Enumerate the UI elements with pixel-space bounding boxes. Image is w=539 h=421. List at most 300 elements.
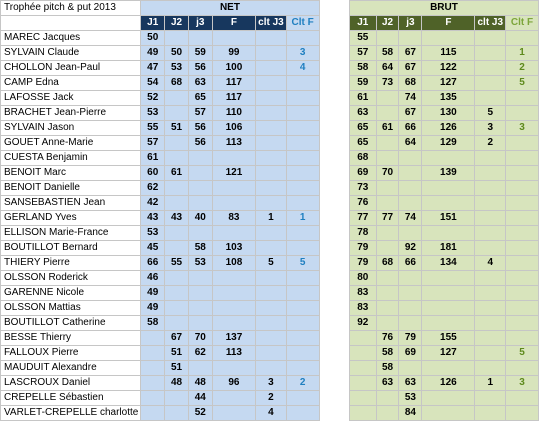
net-j3-cell <box>188 226 212 241</box>
net-j3-cell <box>188 271 212 286</box>
spacer-cell <box>319 301 349 316</box>
brut-clt-f-cell <box>506 256 539 271</box>
player-name: BENOIT Marc <box>1 166 141 181</box>
net-j3-cell: 59 <box>188 46 212 61</box>
spacer-cell <box>319 1 349 16</box>
table-row <box>1 406 539 421</box>
brut-f-cell <box>422 391 475 406</box>
net-clt-j3-cell: 2 <box>256 391 287 406</box>
net-col-f: F <box>212 16 255 31</box>
brut-clt-j3-cell: 2 <box>475 136 506 151</box>
spacer-cell <box>319 331 349 346</box>
brut-j1-cell: 83 <box>349 301 376 316</box>
net-col-j1: J1 <box>141 16 165 31</box>
brut-j1-cell: 69 <box>349 166 376 181</box>
player-name: BENOIT Danielle <box>1 181 141 196</box>
table-row <box>1 121 539 136</box>
table-row <box>1 31 539 46</box>
brut-j2-cell <box>376 286 399 301</box>
net-j3-cell: 56 <box>188 61 212 76</box>
net-clt-j3-cell <box>256 46 287 61</box>
net-j3-cell: 53 <box>188 256 212 271</box>
net-clt-j3-cell <box>256 166 287 181</box>
table-row <box>1 91 539 106</box>
brut-j2-cell <box>376 151 399 166</box>
net-clt-j3-cell <box>256 76 287 91</box>
net-f-cell <box>212 196 255 211</box>
net-clt-j3-cell <box>256 136 287 151</box>
net-j2-cell <box>165 181 189 196</box>
brut-clt-j3-cell <box>475 31 506 46</box>
player-name: GARENNE Nicole <box>1 286 141 301</box>
net-clt-j3-cell <box>256 271 287 286</box>
brut-f-cell <box>422 226 475 241</box>
net-j1-cell: 54 <box>141 76 165 91</box>
brut-j2-cell <box>376 391 399 406</box>
brut-clt-f-cell <box>506 226 539 241</box>
net-clt-f-cell: 1 <box>286 211 319 226</box>
net-clt-f-cell: 2 <box>286 376 319 391</box>
net-j3-cell: 40 <box>188 211 212 226</box>
brut-clt-j3-cell <box>475 391 506 406</box>
brut-f-cell <box>422 286 475 301</box>
net-clt-j3-cell <box>256 301 287 316</box>
brut-j3-cell: 69 <box>399 346 422 361</box>
net-f-cell: 137 <box>212 331 255 346</box>
net-clt-f-cell <box>286 121 319 136</box>
brut-j1-cell: 79 <box>349 256 376 271</box>
net-clt-j3-cell <box>256 196 287 211</box>
brut-j3-cell: 67 <box>399 46 422 61</box>
brut-j3-cell: 63 <box>399 376 422 391</box>
brut-j2-cell: 76 <box>376 331 399 346</box>
net-f-cell: 100 <box>212 61 255 76</box>
brut-j3-cell <box>399 301 422 316</box>
brut-clt-f-cell <box>506 31 539 46</box>
spacer-cell <box>319 241 349 256</box>
brut-clt-j3-cell <box>475 226 506 241</box>
player-name: OLSSON Roderick <box>1 271 141 286</box>
brut-f-cell: 151 <box>422 211 475 226</box>
brut-clt-j3-cell <box>475 241 506 256</box>
table-row <box>1 241 539 256</box>
net-clt-j3-cell: 4 <box>256 406 287 421</box>
net-col-clt-f: Clt F <box>286 16 319 31</box>
brut-clt-j3-cell <box>475 301 506 316</box>
net-clt-j3-cell <box>256 181 287 196</box>
net-j1-cell: 53 <box>141 106 165 121</box>
brut-f-cell: 127 <box>422 346 475 361</box>
brut-j1-cell: 65 <box>349 121 376 136</box>
brut-j1-cell <box>349 346 376 361</box>
player-name: SYLVAIN Claude <box>1 46 141 61</box>
table-row <box>1 106 539 121</box>
net-f-cell <box>212 361 255 376</box>
brut-j1-cell: 92 <box>349 316 376 331</box>
table-row <box>1 166 539 181</box>
brut-f-cell: 126 <box>422 121 475 136</box>
net-j3-cell: 58 <box>188 241 212 256</box>
net-j1-cell: 46 <box>141 271 165 286</box>
net-clt-j3-cell <box>256 241 287 256</box>
net-j1-cell: 49 <box>141 301 165 316</box>
net-j1-cell <box>141 391 165 406</box>
net-j3-cell <box>188 31 212 46</box>
net-f-cell: 99 <box>212 46 255 61</box>
net-clt-f-cell <box>286 346 319 361</box>
net-j2-cell <box>165 31 189 46</box>
brut-clt-j3-cell <box>475 46 506 61</box>
net-j2-cell <box>165 151 189 166</box>
brut-j3-cell: 67 <box>399 106 422 121</box>
player-name: BRACHET Jean-Pierre <box>1 106 141 121</box>
net-clt-f-cell <box>286 91 319 106</box>
brut-j2-cell <box>376 406 399 421</box>
net-j3-cell: 56 <box>188 121 212 136</box>
player-name: LAFOSSE Jack <box>1 91 141 106</box>
spacer-cell <box>319 181 349 196</box>
name-column-header <box>1 16 141 31</box>
net-clt-f-cell <box>286 406 319 421</box>
brut-j3-cell: 64 <box>399 136 422 151</box>
brut-clt-f-cell <box>506 196 539 211</box>
table-row <box>1 331 539 346</box>
brut-j3-cell <box>399 286 422 301</box>
brut-clt-j3-cell <box>475 166 506 181</box>
brut-clt-j3-cell <box>475 151 506 166</box>
brut-j2-cell: 64 <box>376 61 399 76</box>
net-f-cell <box>212 406 255 421</box>
net-j2-cell: 51 <box>165 361 189 376</box>
brut-j1-cell: 59 <box>349 76 376 91</box>
brut-j2-cell <box>376 301 399 316</box>
brut-j1-cell: 68 <box>349 151 376 166</box>
net-j3-cell <box>188 316 212 331</box>
brut-clt-j3-cell <box>475 316 506 331</box>
brut-j1-cell <box>349 376 376 391</box>
net-clt-f-cell <box>286 331 319 346</box>
brut-f-cell: 155 <box>422 331 475 346</box>
brut-j1-cell: 73 <box>349 181 376 196</box>
player-name: BESSE Thierry <box>1 331 141 346</box>
net-j3-cell: 56 <box>188 136 212 151</box>
brut-j3-cell <box>399 196 422 211</box>
brut-clt-f-cell: 5 <box>506 346 539 361</box>
net-j2-cell <box>165 406 189 421</box>
table-row <box>1 256 539 271</box>
player-name: SANSEBASTIEN Jean <box>1 196 141 211</box>
brut-clt-f-cell: 3 <box>506 121 539 136</box>
net-j2-cell: 50 <box>165 46 189 61</box>
spacer-cell <box>319 31 349 46</box>
player-name: OLSSON Mattias <box>1 301 141 316</box>
net-j3-cell <box>188 181 212 196</box>
spacer-cell <box>319 361 349 376</box>
spacer-cell <box>319 76 349 91</box>
net-j2-cell: 51 <box>165 121 189 136</box>
table-row <box>1 226 539 241</box>
spacer-cell <box>319 376 349 391</box>
brut-j1-cell: 63 <box>349 106 376 121</box>
brut-j2-cell <box>376 226 399 241</box>
net-clt-f-cell <box>286 106 319 121</box>
net-clt-f-cell <box>286 391 319 406</box>
net-col-j2: J2 <box>165 16 189 31</box>
spacer-cell <box>319 286 349 301</box>
brut-f-cell <box>422 301 475 316</box>
brut-j3-cell: 74 <box>399 91 422 106</box>
spacer-cell <box>319 61 349 76</box>
brut-j2-cell: 58 <box>376 46 399 61</box>
brut-j1-cell: 61 <box>349 91 376 106</box>
net-clt-f-cell <box>286 196 319 211</box>
brut-j1-cell: 83 <box>349 286 376 301</box>
spacer-cell <box>319 46 349 61</box>
brut-j3-cell <box>399 31 422 46</box>
column-header-row <box>1 16 539 31</box>
brut-col-clt-f: Clt F <box>506 16 539 31</box>
table-row <box>1 376 539 391</box>
brut-j3-cell: 67 <box>399 61 422 76</box>
net-clt-j3-cell <box>256 151 287 166</box>
net-j3-cell: 63 <box>188 76 212 91</box>
table-row <box>1 46 539 61</box>
brut-clt-j3-cell <box>475 361 506 376</box>
brut-clt-f-cell <box>506 361 539 376</box>
net-j2-cell <box>165 271 189 286</box>
net-f-cell <box>212 181 255 196</box>
net-clt-j3-cell <box>256 286 287 301</box>
brut-f-cell: 181 <box>422 241 475 256</box>
net-j2-cell <box>165 241 189 256</box>
brut-f-cell <box>422 31 475 46</box>
spacer-cell <box>319 271 349 286</box>
brut-f-cell: 135 <box>422 91 475 106</box>
brut-j2-cell: 68 <box>376 256 399 271</box>
net-j1-cell: 57 <box>141 136 165 151</box>
spacer-cell <box>319 211 349 226</box>
brut-f-cell: 127 <box>422 76 475 91</box>
net-clt-j3-cell <box>256 226 287 241</box>
net-clt-f-cell <box>286 31 319 46</box>
net-j3-cell: 52 <box>188 406 212 421</box>
player-name: GERLAND Yves <box>1 211 141 226</box>
brut-j2-cell: 77 <box>376 211 399 226</box>
net-j2-cell <box>165 316 189 331</box>
spacer-cell <box>319 226 349 241</box>
net-f-cell: 117 <box>212 91 255 106</box>
brut-clt-f-cell <box>506 166 539 181</box>
brut-j3-cell <box>399 166 422 181</box>
net-j1-cell <box>141 346 165 361</box>
net-f-cell <box>212 271 255 286</box>
net-j1-cell: 43 <box>141 211 165 226</box>
table-row <box>1 136 539 151</box>
brut-clt-j3-cell: 4 <box>475 256 506 271</box>
net-f-cell <box>212 301 255 316</box>
brut-j1-cell: 80 <box>349 271 376 286</box>
net-j1-cell <box>141 406 165 421</box>
net-j2-cell: 43 <box>165 211 189 226</box>
brut-j3-cell: 74 <box>399 211 422 226</box>
net-group-header: NET <box>141 1 319 16</box>
brut-f-cell <box>422 316 475 331</box>
net-f-cell: 106 <box>212 121 255 136</box>
brut-j1-cell: 77 <box>349 211 376 226</box>
table-row <box>1 316 539 331</box>
brut-col-f: F <box>422 16 475 31</box>
net-j3-cell <box>188 166 212 181</box>
brut-j2-cell: 63 <box>376 376 399 391</box>
net-j1-cell <box>141 376 165 391</box>
brut-clt-j3-cell <box>475 346 506 361</box>
net-j1-cell: 53 <box>141 226 165 241</box>
brut-j1-cell <box>349 331 376 346</box>
net-j1-cell <box>141 361 165 376</box>
brut-f-cell: 134 <box>422 256 475 271</box>
table-row <box>1 301 539 316</box>
spacer-cell <box>319 16 349 31</box>
brut-f-cell <box>422 151 475 166</box>
net-j2-cell <box>165 391 189 406</box>
brut-j3-cell: 53 <box>399 391 422 406</box>
net-clt-j3-cell <box>256 331 287 346</box>
brut-j3-cell <box>399 151 422 166</box>
net-clt-f-cell <box>286 316 319 331</box>
net-j3-cell: 57 <box>188 106 212 121</box>
player-name: FALLOUX Pierre <box>1 346 141 361</box>
player-name: MAREC Jacques <box>1 31 141 46</box>
net-f-cell: 83 <box>212 211 255 226</box>
brut-clt-j3-cell <box>475 406 506 421</box>
player-name: GOUET Anne-Marie <box>1 136 141 151</box>
net-j2-cell <box>165 106 189 121</box>
brut-clt-j3-cell <box>475 76 506 91</box>
table-row <box>1 286 539 301</box>
net-j1-cell: 62 <box>141 181 165 196</box>
net-clt-f-cell: 4 <box>286 61 319 76</box>
net-j2-cell: 53 <box>165 61 189 76</box>
net-j2-cell <box>165 136 189 151</box>
brut-j1-cell: 65 <box>349 136 376 151</box>
player-name: SYLVAIN Jason <box>1 121 141 136</box>
net-j3-cell: 70 <box>188 331 212 346</box>
spacer-cell <box>319 136 349 151</box>
brut-j3-cell <box>399 271 422 286</box>
net-f-cell <box>212 391 255 406</box>
net-clt-f-cell: 5 <box>286 256 319 271</box>
brut-clt-j3-cell <box>475 181 506 196</box>
brut-j2-cell <box>376 91 399 106</box>
net-clt-f-cell <box>286 241 319 256</box>
player-name: LASCROUX Daniel <box>1 376 141 391</box>
net-j1-cell: 45 <box>141 241 165 256</box>
net-j1-cell: 66 <box>141 256 165 271</box>
net-clt-f-cell: 3 <box>286 46 319 61</box>
spacer-cell <box>319 91 349 106</box>
brut-f-cell: 126 <box>422 376 475 391</box>
brut-f-cell <box>422 361 475 376</box>
table-row <box>1 346 539 361</box>
brut-f-cell <box>422 271 475 286</box>
net-clt-f-cell <box>286 271 319 286</box>
brut-col-j1: J1 <box>349 16 376 31</box>
brut-j2-cell <box>376 181 399 196</box>
brut-j1-cell: 57 <box>349 46 376 61</box>
brut-clt-f-cell <box>506 271 539 286</box>
net-j1-cell: 58 <box>141 316 165 331</box>
net-clt-f-cell <box>286 226 319 241</box>
brut-clt-f-cell <box>506 301 539 316</box>
net-j1-cell: 49 <box>141 286 165 301</box>
net-f-cell <box>212 226 255 241</box>
net-clt-f-cell <box>286 166 319 181</box>
brut-clt-f-cell <box>506 391 539 406</box>
brut-j2-cell <box>376 271 399 286</box>
player-name: MAUDUIT Alexandre <box>1 361 141 376</box>
table-row <box>1 391 539 406</box>
net-clt-j3-cell <box>256 106 287 121</box>
table-row <box>1 76 539 91</box>
brut-j2-cell: 73 <box>376 76 399 91</box>
net-j2-cell <box>165 91 189 106</box>
results-body <box>1 31 539 421</box>
brut-clt-j3-cell: 3 <box>475 121 506 136</box>
net-j1-cell: 52 <box>141 91 165 106</box>
brut-clt-f-cell <box>506 106 539 121</box>
brut-clt-j3-cell <box>475 211 506 226</box>
spacer-cell <box>319 316 349 331</box>
brut-j3-cell <box>399 226 422 241</box>
brut-j3-cell: 66 <box>399 256 422 271</box>
brut-j1-cell: 76 <box>349 196 376 211</box>
brut-f-cell <box>422 406 475 421</box>
player-name: CHOLLON Jean-Paul <box>1 61 141 76</box>
brut-clt-f-cell <box>506 406 539 421</box>
net-f-cell: 103 <box>212 241 255 256</box>
net-clt-f-cell <box>286 151 319 166</box>
brut-f-cell <box>422 181 475 196</box>
brut-clt-f-cell <box>506 91 539 106</box>
net-j2-cell <box>165 196 189 211</box>
table-row <box>1 196 539 211</box>
brut-j3-cell <box>399 316 422 331</box>
brut-clt-f-cell: 1 <box>506 46 539 61</box>
brut-j2-cell <box>376 136 399 151</box>
net-clt-j3-cell <box>256 361 287 376</box>
player-name: THIERY Pierre <box>1 256 141 271</box>
brut-j1-cell: 55 <box>349 31 376 46</box>
brut-clt-j3-cell <box>475 331 506 346</box>
player-name: CAMP Edna <box>1 76 141 91</box>
player-name: CUESTA Benjamin <box>1 151 141 166</box>
net-clt-j3-cell <box>256 121 287 136</box>
brut-clt-f-cell <box>506 151 539 166</box>
net-clt-f-cell <box>286 136 319 151</box>
brut-f-cell: 122 <box>422 61 475 76</box>
table-row <box>1 61 539 76</box>
net-j1-cell: 55 <box>141 121 165 136</box>
brut-clt-f-cell: 5 <box>506 76 539 91</box>
net-clt-j3-cell: 1 <box>256 211 287 226</box>
brut-clt-f-cell: 2 <box>506 61 539 76</box>
net-j3-cell <box>188 151 212 166</box>
net-j3-cell <box>188 361 212 376</box>
net-j1-cell: 47 <box>141 61 165 76</box>
brut-f-cell: 129 <box>422 136 475 151</box>
net-j3-cell: 48 <box>188 376 212 391</box>
net-clt-j3-cell: 3 <box>256 376 287 391</box>
